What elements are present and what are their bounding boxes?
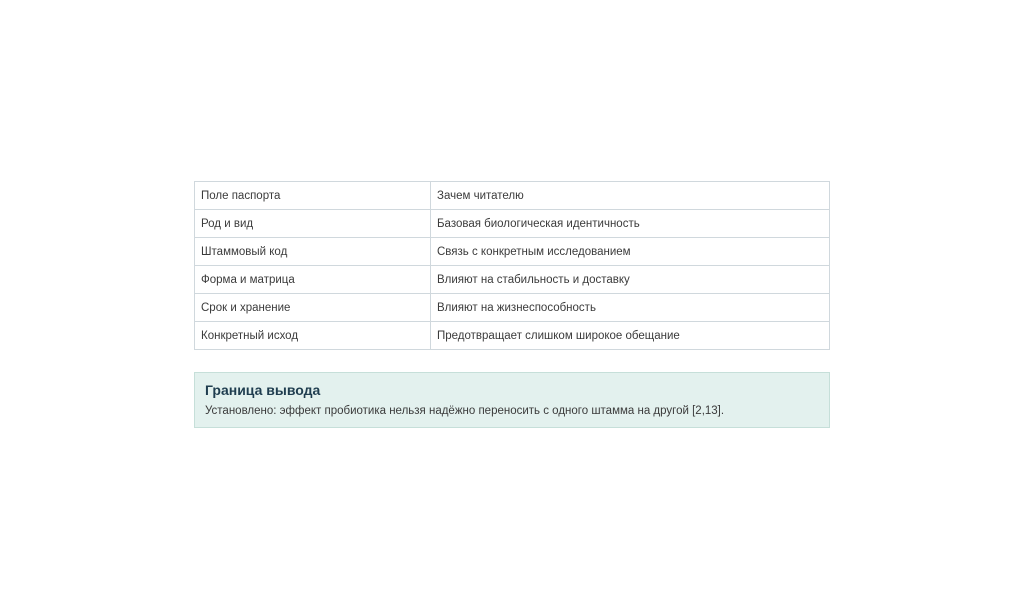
table-row bbox=[195, 182, 830, 210]
passport-table bbox=[194, 181, 830, 350]
table-cell-field: Срок и хранение bbox=[195, 294, 431, 322]
table-cell-field: Род и вид bbox=[195, 210, 431, 238]
conclusion-callout bbox=[194, 372, 830, 428]
table-row bbox=[195, 266, 830, 294]
table-cell-field: Штаммовый код bbox=[195, 238, 431, 266]
table-row bbox=[195, 238, 830, 266]
table-cell-why: Базовая биологическая идентичность bbox=[431, 210, 830, 238]
document-content bbox=[194, 181, 830, 428]
table-cell-why: Предотвращает слишком широкое обещание bbox=[431, 322, 830, 350]
table-cell-field: Конкретный исход bbox=[195, 322, 431, 350]
table-cell-field: Поле паспорта bbox=[195, 182, 431, 210]
table-cell-why: Влияют на стабильность и доставку bbox=[431, 266, 830, 294]
table-cell-field: Форма и матрица bbox=[195, 266, 431, 294]
callout-text: Установлено: эффект пробиотика нельзя надёжно переносить с одного штамма на другой [2,13]. bbox=[205, 405, 725, 417]
callout-title: Граница вывода bbox=[205, 382, 321, 398]
table-row bbox=[195, 210, 830, 238]
table-cell-why: Влияют на жизнеспособность bbox=[431, 294, 830, 322]
table-row bbox=[195, 322, 830, 350]
table-row bbox=[195, 294, 830, 322]
table-cell-why: Связь с конкретным исследованием bbox=[431, 238, 830, 266]
table-cell-why: Зачем читателю bbox=[431, 182, 830, 210]
